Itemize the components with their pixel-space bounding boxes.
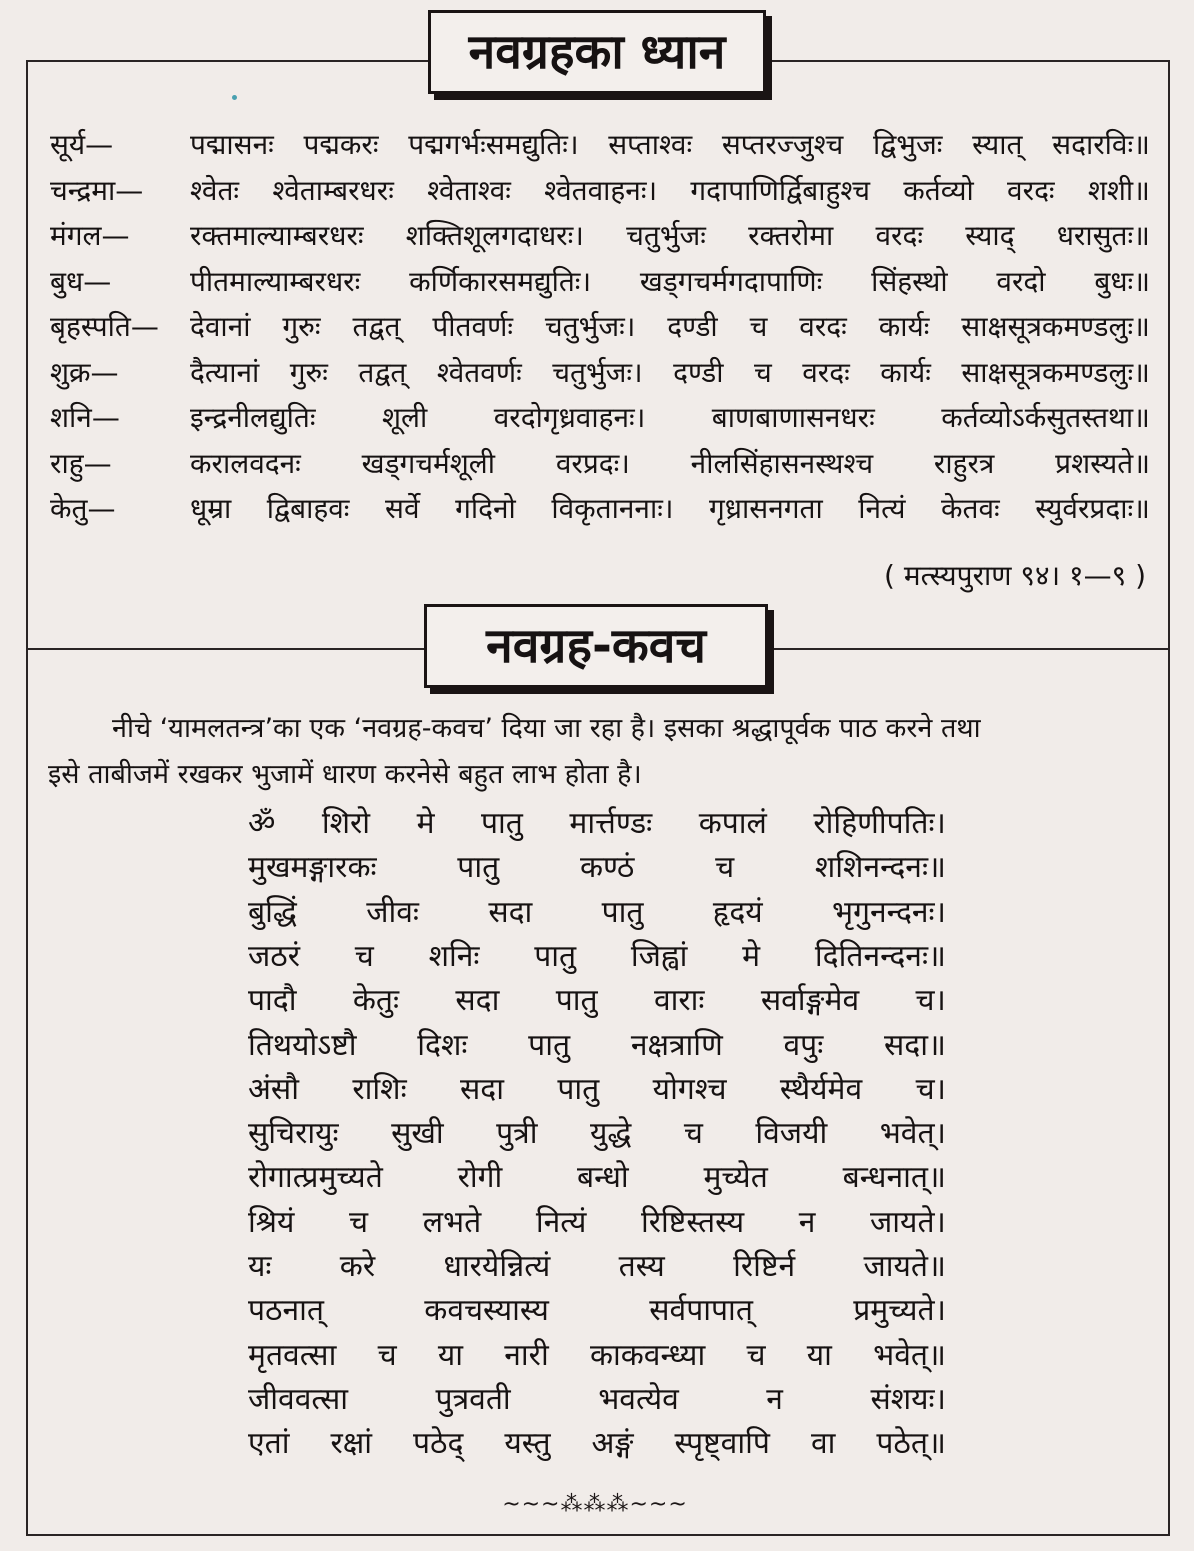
kavach-line xyxy=(248,846,946,890)
word: कण्ठं xyxy=(579,850,635,886)
word: पातु xyxy=(481,806,523,841)
word: या xyxy=(437,1337,464,1373)
word: च xyxy=(753,355,772,389)
word: कर्तव्योऽर्कसुतस्तथा॥ xyxy=(941,401,1150,434)
word: च xyxy=(354,938,374,974)
word: तिथयोऽष्टौ xyxy=(248,1027,357,1063)
planet-name: चन्द्रमा— xyxy=(50,173,144,207)
word: गदिनो xyxy=(455,492,516,525)
word: जायते॥ xyxy=(863,1249,946,1284)
word: च xyxy=(349,1204,369,1240)
word: यः xyxy=(248,1249,272,1284)
word: भृगुनन्दनः। xyxy=(832,894,946,930)
word: लभते xyxy=(422,1204,482,1240)
word: करे xyxy=(339,1249,376,1284)
kavach-line xyxy=(248,1334,946,1378)
word: खड्गचर्मशूली xyxy=(361,446,496,480)
word: साक्षसूत्रकमण्डलुः॥ xyxy=(961,310,1150,343)
word: करालवदनः xyxy=(190,446,301,480)
word: सुखी xyxy=(391,1116,444,1152)
word: बन्धो xyxy=(577,1160,629,1196)
dhyana-verse xyxy=(190,441,1150,487)
word: रक्तमाल्याम्बरधरः xyxy=(190,219,364,252)
word: पठनात् xyxy=(248,1293,324,1329)
word: पीतमाल्याम्बरधरः xyxy=(190,264,361,298)
word: गृध्रासनगता xyxy=(709,492,823,525)
word: शूली xyxy=(381,401,428,434)
word: दण्डी xyxy=(673,355,724,389)
word: गदापाणिर्द्विबाहुश्च xyxy=(690,173,871,207)
word: या xyxy=(806,1337,832,1373)
word: रिष्टिर्न xyxy=(733,1249,796,1284)
word: न xyxy=(798,1204,816,1240)
word: वरदः xyxy=(799,310,847,343)
dhyana-title: नवग्रहका ध्यान xyxy=(428,10,766,94)
word: पुत्रवती xyxy=(435,1381,511,1417)
word: कपालं xyxy=(698,806,767,841)
word: पद्मकरः xyxy=(303,128,379,161)
word: पादौ xyxy=(248,983,297,1019)
word: युद्धे xyxy=(589,1116,632,1152)
dhyana-row xyxy=(50,168,1150,214)
ornament-divider: ~~~⁂⁂⁂~~~ xyxy=(502,1492,688,1517)
word: मृतवत्सा xyxy=(248,1337,337,1373)
word: वपुः xyxy=(783,1027,824,1063)
source-citation: ( मत्स्यपुराण ९४। १—९ ) xyxy=(884,559,1146,592)
dhyana-verse xyxy=(190,304,1150,350)
word: अंसौ xyxy=(248,1071,299,1107)
word: एतां xyxy=(248,1426,290,1462)
kavach-line xyxy=(248,1245,946,1289)
word: देवानां xyxy=(190,310,251,343)
word: संशयः। xyxy=(870,1381,946,1417)
word: रक्षां xyxy=(330,1426,373,1462)
dhyana-row xyxy=(50,213,1150,259)
word: च xyxy=(377,1337,397,1373)
word: पातु xyxy=(557,1071,600,1107)
word: वरदः xyxy=(875,219,924,252)
word: च xyxy=(749,310,768,343)
word: राहुरत्र xyxy=(933,446,995,480)
word: सर्वाङ्गमेव xyxy=(760,983,860,1019)
word: वा xyxy=(810,1426,836,1462)
word: रोगात्प्रमुच्यते xyxy=(248,1160,383,1196)
word: सर्वपापात् xyxy=(649,1293,753,1329)
word: बुद्धिं xyxy=(248,894,297,930)
kavach-line xyxy=(248,1112,946,1156)
word: प्रमुच्यते। xyxy=(853,1293,946,1329)
word: मुखमङ्गारकः xyxy=(248,850,377,886)
word: शनिः xyxy=(428,938,480,974)
word: केतुः xyxy=(352,983,400,1019)
word: नित्यं xyxy=(535,1204,587,1240)
planet-name: सूर्य— xyxy=(50,128,114,161)
word: रिष्टिस्तस्य xyxy=(640,1204,745,1240)
word: मुच्येत xyxy=(703,1160,768,1196)
word: प्रशस्यते॥ xyxy=(1055,446,1150,480)
kavach-line xyxy=(248,1024,946,1068)
word: वरदः xyxy=(802,355,850,389)
word: धूम्रा xyxy=(190,492,232,525)
word: नित्यं xyxy=(858,492,906,525)
dhyana-row xyxy=(50,259,1150,305)
word: सप्तरज्जुश्च xyxy=(721,128,844,161)
kavach-line xyxy=(248,935,946,979)
word: योगश्च xyxy=(652,1071,727,1107)
word: शशिनन्दनः॥ xyxy=(814,850,946,886)
word: जायते। xyxy=(870,1204,946,1240)
word: श्वेतः xyxy=(190,173,240,207)
word: वरप्रदः। xyxy=(555,446,630,480)
word: च xyxy=(746,1337,766,1373)
dhyana-verse xyxy=(190,122,1150,168)
dhyana-verse xyxy=(190,350,1150,396)
kavach-line xyxy=(248,1289,946,1333)
word: पातु xyxy=(534,938,577,974)
word: सदा xyxy=(460,1071,504,1107)
word: स्याद् xyxy=(965,219,1015,252)
word: विकृताननाः। xyxy=(551,492,674,525)
dhyana-row xyxy=(50,350,1150,396)
word: पातु xyxy=(457,850,500,886)
word: स्युर्वरप्रदाः॥ xyxy=(1035,492,1150,525)
word: पठेद् xyxy=(413,1426,464,1462)
word: दितिनन्दनः॥ xyxy=(814,938,946,974)
word: विजयी xyxy=(755,1116,828,1152)
word: शिरो xyxy=(321,806,371,841)
word: यस्तु xyxy=(504,1426,551,1462)
word: राशिः xyxy=(352,1071,407,1107)
word: श्वेतवाहनः। xyxy=(544,173,658,207)
dhyana-verse xyxy=(190,213,1150,259)
word: पीतवर्णः xyxy=(432,310,513,343)
word: सुचिरायुः xyxy=(248,1116,339,1152)
word: पातु xyxy=(555,983,598,1019)
word: पुत्री xyxy=(496,1116,538,1152)
kavach-title: नवग्रह-कवच xyxy=(424,604,768,688)
word: पद्मासनः xyxy=(190,128,274,161)
word: स्यात् xyxy=(972,128,1023,161)
word: रक्तरोमा xyxy=(748,219,834,252)
word: कार्यः xyxy=(878,310,930,343)
word: च। xyxy=(915,983,946,1019)
word: जीववत्सा xyxy=(248,1381,349,1417)
word: तद्वत् xyxy=(352,310,401,343)
dhyana-row xyxy=(50,304,1150,350)
word: द्विभुजः xyxy=(872,128,943,161)
word: केतवः xyxy=(941,492,1000,525)
planet-name: बृहस्पति— xyxy=(50,310,159,343)
planet-name: राहु— xyxy=(50,446,112,480)
word: सिंहस्थो xyxy=(871,264,948,298)
word: जिह्वां xyxy=(630,938,688,974)
word: सदा॥ xyxy=(884,1027,946,1063)
word: धरासुतः॥ xyxy=(1056,219,1150,252)
dhyana-verse xyxy=(190,486,1150,532)
word: सप्ताश्वः xyxy=(608,128,693,161)
word: च xyxy=(683,1116,703,1152)
dhyana-verse xyxy=(190,259,1150,305)
word: श्वेतवर्णः xyxy=(436,355,522,389)
kavach-line xyxy=(248,979,946,1023)
word: भवेत्॥ xyxy=(873,1337,946,1373)
word: शक्तिशूलगदाधरः। xyxy=(405,219,584,252)
word: जठरं xyxy=(248,938,300,974)
word: वरदो xyxy=(996,264,1046,298)
word: तस्य xyxy=(618,1249,665,1284)
word: श्वेताश्वः xyxy=(427,173,511,207)
word: तद्वत् xyxy=(358,355,407,389)
word: कार्यः xyxy=(880,355,931,389)
word: चतुर्भुजः। xyxy=(544,310,636,343)
dhyana-row xyxy=(50,122,1150,168)
word: चतुर्भुजः। xyxy=(552,355,643,389)
word: स्थैर्यमेव xyxy=(779,1071,863,1107)
word: श्वेताम्बरधरः xyxy=(272,173,394,207)
planet-name: शुक्र— xyxy=(50,355,119,389)
word: खड्गचर्मगदापाणिः xyxy=(639,264,823,298)
dhyana-row xyxy=(50,441,1150,487)
word: मे xyxy=(742,938,761,974)
planet-name: केतु— xyxy=(50,492,116,525)
word: ॐ xyxy=(248,806,276,841)
word: रोगी xyxy=(457,1160,503,1196)
word: द्विबाहवः xyxy=(266,492,350,525)
word: पातु xyxy=(528,1027,571,1063)
word: बाणबाणासनधरः xyxy=(711,401,875,434)
word: धारयेन्नित्यं xyxy=(443,1249,551,1284)
word: कर्तव्यो xyxy=(903,173,974,207)
word: कर्णिकारसमद्युतिः। xyxy=(409,264,592,298)
word: दैत्यानां xyxy=(190,355,260,389)
word: इन्द्रनीलद्युतिः xyxy=(190,401,316,434)
word: रोहिणीपतिः। xyxy=(813,806,946,841)
word: गुरुः xyxy=(282,310,321,343)
intro-line-2: इसे ताबीजमें रखकर भुजामें धारण करनेसे बहुत लाभ होता है। xyxy=(48,759,642,790)
word: दिशः xyxy=(417,1027,468,1063)
kavach-line xyxy=(248,802,946,846)
word: नारी xyxy=(504,1337,549,1373)
kavach-line xyxy=(248,891,946,935)
word: भवत्येव xyxy=(598,1381,679,1417)
word: चतुर्भुजः xyxy=(626,219,706,252)
word: मार्त्तण्डः xyxy=(569,806,653,841)
word: हृदयं xyxy=(712,894,763,930)
word: साक्षसूत्रकमण्डलुः॥ xyxy=(961,355,1150,389)
word: पद्मगर्भःसमद्युतिः। xyxy=(408,128,579,161)
word: पठेत्॥ xyxy=(876,1426,946,1462)
word: स्पृष्ट्वापि xyxy=(674,1426,770,1462)
word: सदा xyxy=(488,894,533,930)
word: सदारविः॥ xyxy=(1052,128,1150,161)
word: च xyxy=(715,850,735,886)
word: बुधः॥ xyxy=(1094,264,1150,298)
word: मे xyxy=(416,806,435,841)
word: बन्धनात्॥ xyxy=(842,1160,946,1196)
kavach-line xyxy=(248,1201,946,1245)
word: काकवन्ध्या xyxy=(589,1337,706,1373)
dhyana-verse xyxy=(190,168,1150,214)
intro-line-1: नीचे ‘यामलतन्त्र’का एक ‘नवग्रह-कवच’ दिया जा रहा है। इसका श्रद्धापूर्वक पाठ करने तथा xyxy=(112,713,981,744)
word: अङ्गं xyxy=(591,1426,634,1462)
kavach-line xyxy=(248,1422,946,1466)
kavach-line xyxy=(248,1068,946,1112)
word: पातु xyxy=(601,894,644,930)
word: च। xyxy=(915,1071,946,1107)
word: कवचस्यास्य xyxy=(424,1293,549,1329)
word: नीलसिंहासनस्थश्च xyxy=(690,446,874,480)
kavach-line xyxy=(248,1156,946,1200)
word: भवेत्। xyxy=(879,1116,946,1152)
word: जीवः xyxy=(366,894,419,930)
word: शशी॥ xyxy=(1087,173,1150,207)
planet-name: शनि— xyxy=(50,401,120,434)
word: सर्वे xyxy=(385,492,420,525)
word: नक्षत्राणि xyxy=(630,1027,723,1063)
kavach-intro xyxy=(48,706,1148,798)
dhyana-row xyxy=(50,486,1150,532)
word: वाराः xyxy=(653,983,705,1019)
word: न xyxy=(766,1381,783,1417)
word: श्रियं xyxy=(248,1204,295,1240)
word: दण्डी xyxy=(667,310,718,343)
dhyana-row xyxy=(50,395,1150,441)
planet-name: मंगल— xyxy=(50,219,130,252)
word: वरदः xyxy=(1007,173,1055,207)
dhyana-verse xyxy=(190,395,1150,441)
planet-name: बुध— xyxy=(50,264,112,298)
word: गुरुः xyxy=(289,355,328,389)
kavach-line xyxy=(248,1378,946,1422)
word: वरदोगृध्रवाहनः। xyxy=(493,401,646,434)
word: सदा xyxy=(455,983,500,1019)
